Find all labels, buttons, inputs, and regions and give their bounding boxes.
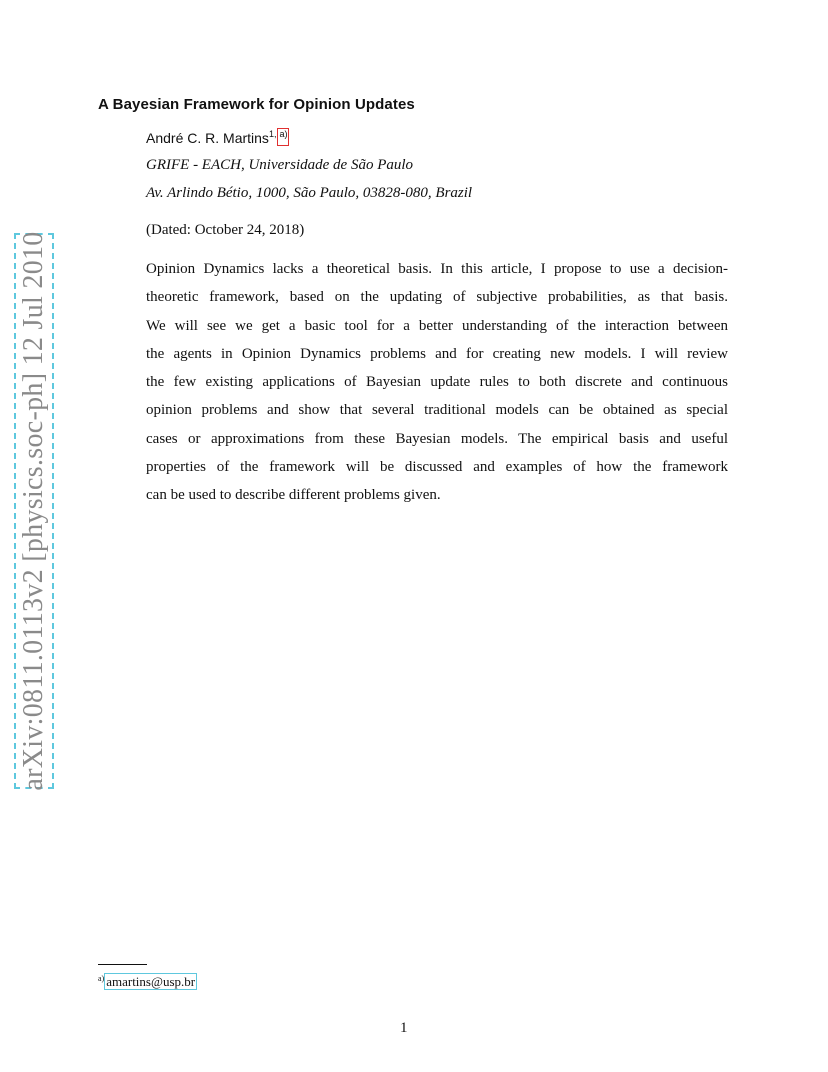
affiliation-address: Av. Arlindo Bétio, 1000, São Paulo, 03828-080, Brazil xyxy=(146,185,473,201)
abstract-line: cases or approximations from these Bayesian models. The empirical basis and useful xyxy=(146,430,728,447)
abstract-line: We will see we get a basic tool for a better understanding of the interaction between xyxy=(146,317,728,334)
abstract-line: theoretic framework, based on the updating of subjective probabilities, as that basis. xyxy=(146,289,728,306)
footnote-link[interactable]: a) xyxy=(277,128,289,146)
page-number: 1 xyxy=(400,1020,408,1036)
dated-line: (Dated: October 24, 2018) xyxy=(146,222,305,238)
affiliation-institution: GRIFE - EACH, Universidade de São Paulo xyxy=(146,157,414,173)
arxiv-identifier-text: arXiv:0811.0113v2 [physics.soc-ph] 12 Jul 2010 xyxy=(18,231,49,791)
abstract-line: Opinion Dynamics lacks a theoretical basis. In this article, I propose to use a decision- xyxy=(146,261,728,277)
author-line xyxy=(146,128,289,146)
paper-title: A Bayesian Framework for Opinion Updates xyxy=(98,96,415,113)
author-email-link[interactable]: amartins@usp.br xyxy=(106,974,196,989)
footnote-divider xyxy=(98,964,147,965)
abstract-line: the agents in Opinion Dynamics problems and for creating new models. I will review xyxy=(146,345,728,362)
author-name: André C. R. Martins xyxy=(146,130,269,146)
abstract xyxy=(146,255,728,510)
abstract-line: the few existing applications of Bayesian update rules to both discrete and continuous xyxy=(146,374,728,391)
footnote xyxy=(98,973,197,990)
abstract-line: opinion problems and show that several traditional models can be obtained as special xyxy=(146,402,728,419)
arxiv-identifier-stamp[interactable] xyxy=(14,233,54,789)
affiliation-mark: 1, xyxy=(268,129,277,139)
footnote-mark: a) xyxy=(98,974,105,983)
abstract-line: can be used to describe different problems given. xyxy=(146,487,441,504)
abstract-line: properties of the framework will be discussed and examples of how the framework xyxy=(146,459,728,476)
